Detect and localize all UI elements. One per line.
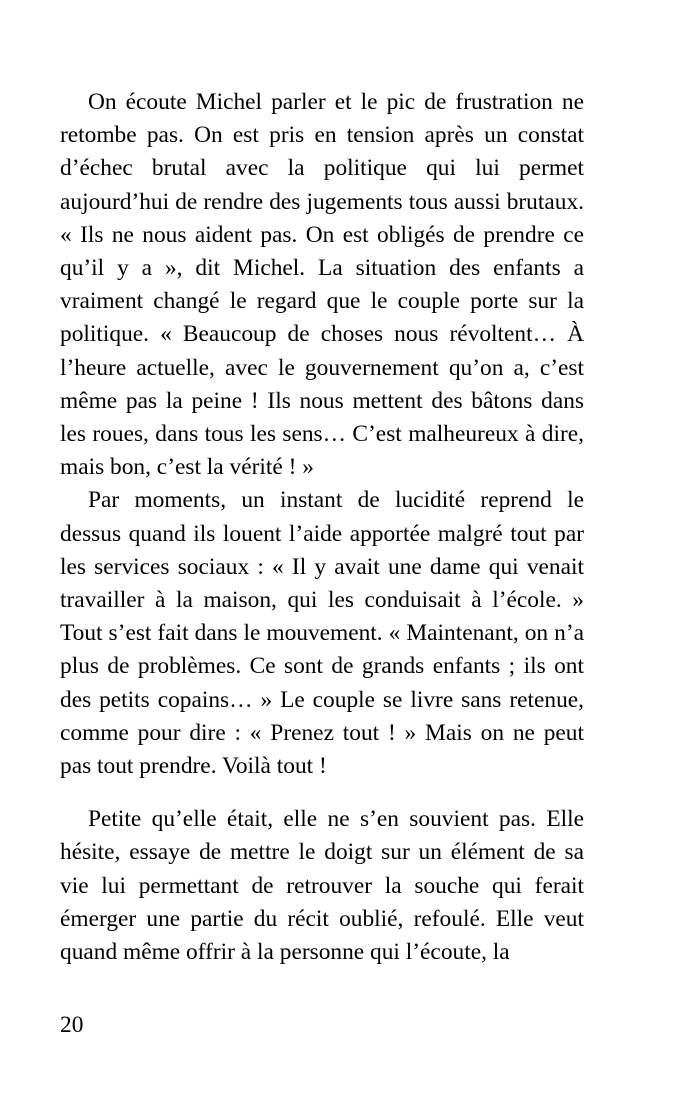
paragraph-2: Par moments, un instant de lucidité reprend le dessus quand ils louent l’aide apportée malgré tout par les services sociaux : « Il y avait une dame qui venait travailler à la maison, qui les conduisait à l’école. » Tout s’est fait dans le mouvement. « Maintenant, on n’a plus de problèmes. Ce sont de grands enfants ; ils ont des petits copains… » Le couple se livre sans retenue, comme pour dire : « Prenez tout ! » Mais on ne peut pas tout prendre. Voilà tout ! (60, 487, 584, 780)
page-number: 20 (60, 1012, 84, 1038)
paragraph-1: On écoute Michel parler et le pic de frustration ne retombe pas. On est pris en tension après un constat d’échec brutal avec la politique qui lui permet aujourd’hui de rendre des jugements tous aussi brutaux. « Ils ne nous aident pas. On est obligés de prendre ce qu’il y a », dit Michel. La situation des enfants a vraiment changé le regard que le couple porte sur la politique. « Beaucoup de choses nous révoltent… À l’heure actuelle, avec le gouvernement qu’on a, c’est même pas la peine ! Ils nous mettent des bâtons dans les roues, dans tous les sens… C’est malheureux à dire, mais bon, c’est la vérité ! » (60, 89, 584, 481)
paragraph-3: Petite qu’elle était, elle ne s’en souvient pas. Elle hésite, essaye de mettre le doigt sur un élément de sa vie lui permettant de retrouver la souche qui ferait émerger une partie du récit oublié, refoulé. Elle veut quand même offrir à la personne qui l’écoute, la (60, 806, 584, 966)
page-body (60, 86, 584, 969)
